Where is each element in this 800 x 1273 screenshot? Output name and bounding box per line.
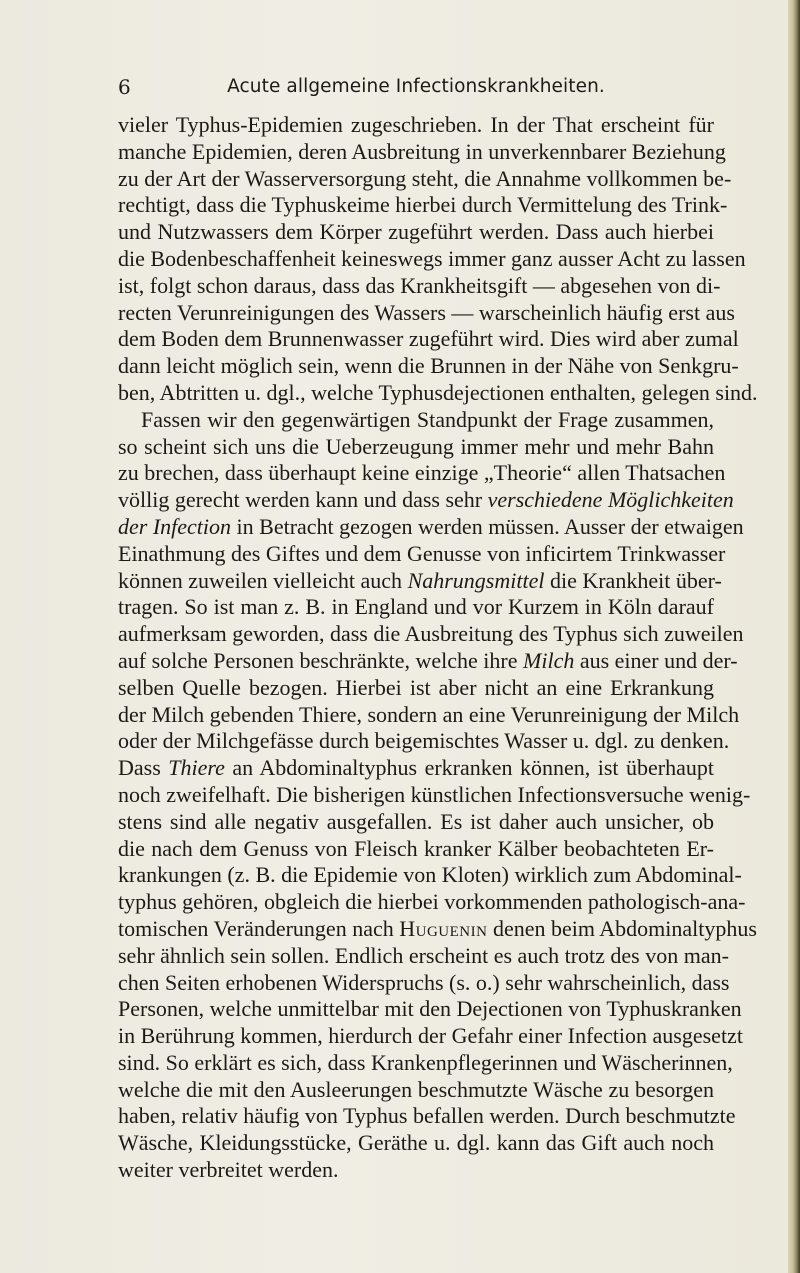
text-line: [118, 112, 714, 139]
page-binding-edge: [788, 0, 800, 1273]
text-run: zu brechen, dass überhaupt keine einzige „Theorie“ allen Thatsachen: [118, 460, 726, 486]
text-line: [118, 594, 714, 621]
text-run: die Krankheit über-: [544, 567, 722, 593]
text-run: die nach dem Genuss von Fleisch kranker Kälber beobachteten Er-: [118, 835, 714, 861]
text-run: der Milch gebenden Thiere, sondern an eine Verunreinigung der Milch: [118, 701, 740, 727]
text-line: [118, 1157, 714, 1184]
text-line: [118, 1130, 714, 1157]
text-run: rechtigt, dass die Typhuskeime hierbei durch Vermittelung des Trink-: [118, 192, 728, 218]
text-line: [118, 487, 734, 514]
text-run: weiter verbreitet werden.: [118, 1157, 339, 1183]
running-head: Acute allgemeine Infectionskrankheiten.: [227, 76, 605, 97]
text-line: [118, 621, 744, 648]
text-line: [118, 434, 714, 461]
text-line: [118, 781, 751, 809]
text-line: [118, 379, 758, 407]
text-run: Dass: [118, 755, 169, 781]
text-run: Fassen wir den gegenwärtigen Standpunkt der Frage zusammen,: [141, 406, 714, 432]
text-run: vieler Typhus-Epidemien zugeschrieben. In der That erscheint für: [118, 112, 714, 137]
small-caps-name: Huguenin: [399, 915, 488, 941]
text-run: können zuweilen vielleicht auch: [118, 567, 408, 593]
text-run: aufmerksam geworden, dass die Ausbreitung des Typhus sich zuweilen: [118, 621, 744, 647]
text-run: an Abdominaltyphus erkranken können, ist überhaupt: [224, 755, 714, 781]
text-line: [118, 809, 714, 836]
text-run: zu der Art der Wasserversorgung steht, die Annahme vollkommen be-: [118, 165, 732, 191]
text-line: [118, 1103, 736, 1130]
text-run: völlig gerecht werden kann und dass sehr: [118, 487, 488, 513]
text-line: [118, 647, 738, 675]
text-line: [118, 1049, 733, 1077]
text-line: [118, 567, 722, 595]
text-run: stens sind alle negativ ausgefallen. Es ist daher auch unsicher, ob: [118, 808, 714, 834]
text-run: aus einer und der-: [574, 647, 738, 673]
text-line: [118, 272, 721, 300]
text-run: recten Verunreinigungen des Wassers — warscheinlich häufig erst aus: [118, 299, 735, 325]
text-line: [118, 326, 739, 353]
italic-text: der Infection: [118, 513, 232, 539]
text-line: [118, 675, 714, 702]
page-number: 6: [118, 75, 131, 99]
text-run: dem Boden dem Brunnenwasser zugeführt wird. Dies wird aber zumal: [118, 326, 739, 352]
text-run: chen Seiten erhobenen Widerspruchs (s. o.) sehr wahrscheinlich, dass: [118, 969, 730, 995]
text-line: [118, 942, 729, 970]
text-line: [118, 540, 726, 568]
text-run: ist, folgt schon daraus, dass das Krankheitsgift — abgesehen von di-: [118, 272, 721, 298]
page-header: [118, 74, 714, 100]
italic-text: Thiere: [168, 755, 225, 781]
text-line: [118, 407, 714, 434]
text-line: [118, 915, 757, 943]
text-run: Einathmung des Giftes und dem Genusse von inficirtem Trinkwasser: [118, 540, 726, 566]
text-line: [118, 138, 726, 166]
text-run: denen beim Abdominaltyphus: [487, 915, 757, 941]
body-text: [118, 112, 758, 1184]
text-run: manche Epidemien, deren Ausbreitung in unverkennbarer Beziehung: [118, 138, 726, 164]
text-line: [118, 969, 730, 997]
text-line: [118, 299, 735, 327]
italic-text: verschiedene Möglichkeiten: [487, 487, 734, 513]
text-run: krankungen (z. B. die Epidemie von Kloten) wirklich zum Abdominal-: [118, 862, 742, 888]
text-run: selben Quelle bezogen. Hierbei ist aber nicht an eine Erkrankung: [118, 674, 714, 700]
text-run: auf solche Personen beschränkte, welche ihre: [118, 647, 524, 673]
text-line: [118, 460, 726, 487]
text-run: oder der Milchgefässe durch beigemischtes Wasser u. dgl. zu denken.: [118, 728, 730, 754]
text-run: tomischen Veränderungen nach: [118, 915, 400, 941]
text-run: in Betracht gezogen werden müssen. Ausser der etwaigen: [231, 513, 744, 539]
text-line: [118, 996, 742, 1023]
text-line: [118, 889, 746, 916]
text-run: noch zweifelhaft. Die bisherigen künstlichen Infectionsversuche wenig-: [118, 781, 751, 807]
text-line: [118, 701, 740, 729]
text-line: [118, 513, 744, 541]
text-run: Personen, welche unmittelbar mit den Dejectionen von Typhuskranken: [118, 996, 742, 1022]
text-line: [118, 1077, 714, 1104]
text-run: tragen. So ist man z. B. in England und vor Kurzem in Köln darauf: [118, 594, 714, 620]
text-run: typhus gehören, obgleich die hierbei vorkommenden pathologisch-ana-: [118, 889, 746, 915]
text-run: haben, relativ häufig von Typhus befallen werden. Durch beschmutzte: [118, 1103, 736, 1129]
italic-text: Nahrungsmittel: [407, 567, 545, 593]
text-line: [118, 1023, 743, 1050]
text-line: [118, 755, 714, 782]
text-run: dann leicht möglich sein, wenn die Brunnen in der Nähe von Senkgru-: [118, 353, 739, 379]
text-line: [118, 353, 739, 380]
text-run: welche die mit den Ausleerungen beschmutzte Wäsche zu besorgen: [118, 1076, 714, 1102]
text-line: [118, 165, 732, 193]
text-run: und Nutzwassers dem Körper zugeführt werden. Dass auch hierbei: [118, 219, 714, 245]
text-run: ben, Abtritten u. dgl., welche Typhusdejectionen enthalten, gelegen sind.: [118, 379, 758, 405]
italic-text: Milch: [523, 647, 575, 673]
text-line: [118, 836, 714, 863]
text-line: [118, 192, 728, 219]
text-line: [118, 728, 730, 755]
text-run: die Bodenbeschaffenheit keineswegs immer ganz ausser Acht zu lassen: [118, 245, 746, 271]
text-run: Wäsche, Kleidungsstücke, Geräthe u. dgl. kann das Gift auch noch: [118, 1130, 714, 1156]
text-run: in Berührung kommen, hierdurch der Gefahr einer Infection ausgesetzt: [118, 1023, 743, 1049]
text-line: [118, 245, 746, 273]
text-run: sind. So erklärt es sich, dass Krankenpflegerinnen und Wäscherinnen,: [118, 1049, 733, 1075]
text-line: [118, 862, 742, 889]
text-line: [118, 219, 714, 246]
text-run: sehr ähnlich sein sollen. Endlich erscheint es auch trotz des von man-: [118, 942, 729, 968]
text-run: so scheint sich uns die Ueberzeugung immer mehr und mehr Bahn: [118, 433, 714, 459]
